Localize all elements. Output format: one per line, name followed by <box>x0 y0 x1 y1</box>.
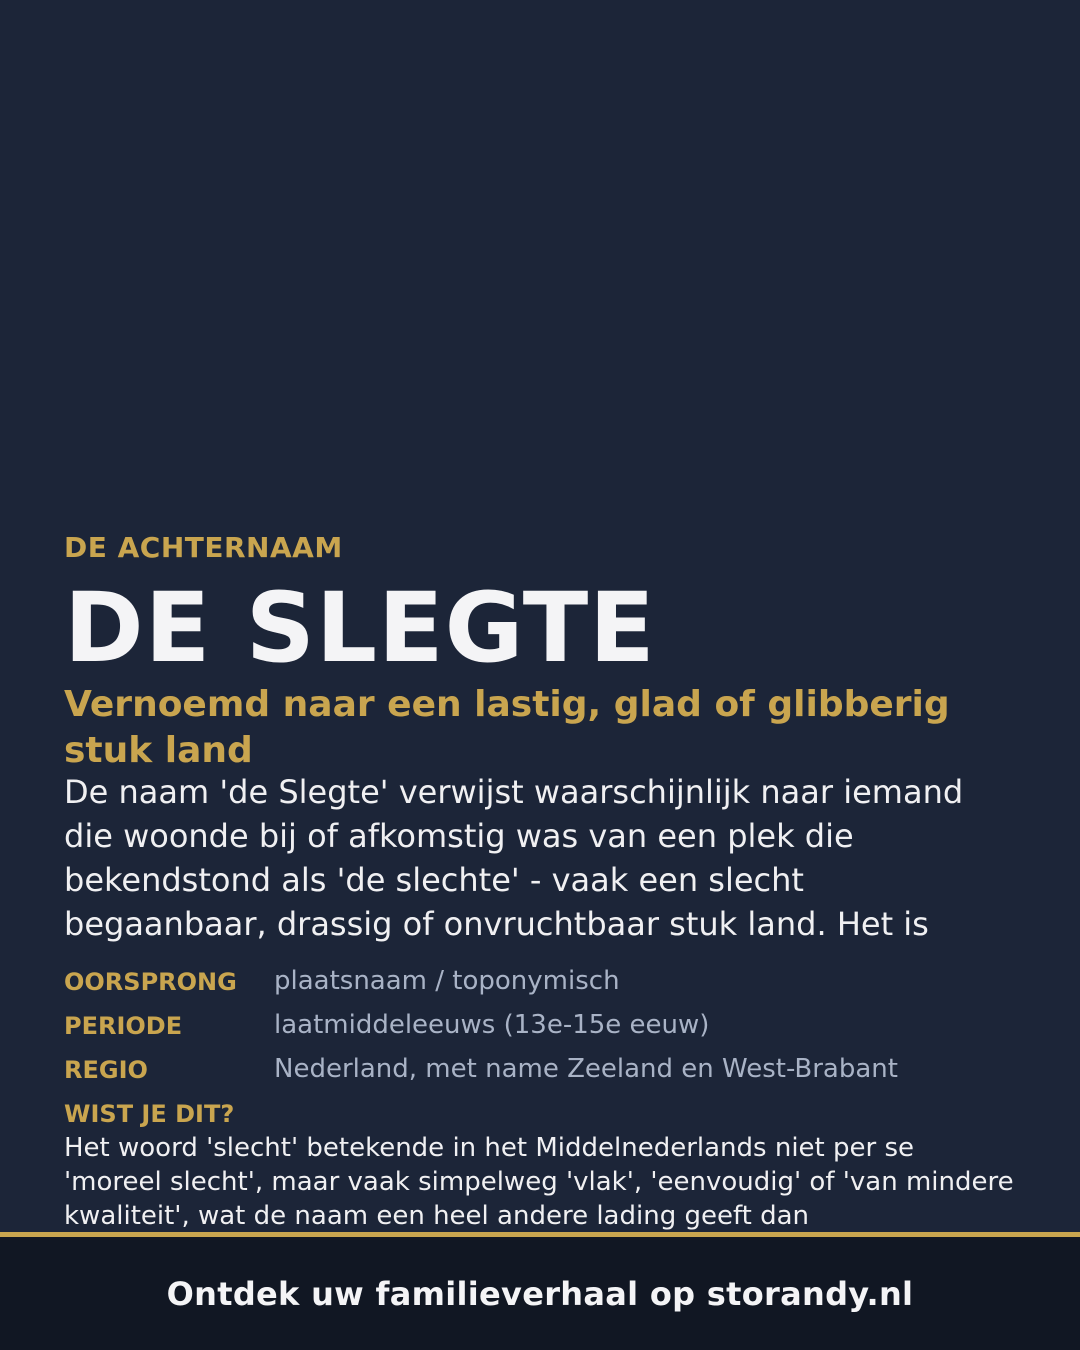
fact-row-origin <box>64 962 1016 1006</box>
fact-label: PERIODE <box>64 1012 183 1040</box>
fact-value: plaatsnaam / toponymisch <box>274 966 620 996</box>
fact-label: REGIO <box>64 1056 148 1084</box>
footer-bar <box>0 1237 1080 1350</box>
fact-value: Nederland, met name Zeeland en West-Brabant <box>274 1054 898 1084</box>
eyebrow-label: DE ACHTERNAAM <box>64 531 343 564</box>
surname-title: DE SLEGTE <box>64 572 656 684</box>
fact-row-region <box>64 1050 1016 1094</box>
fact-label: OORSPRONG <box>64 968 237 996</box>
fact-row-period <box>64 1006 1016 1050</box>
did-you-know-label: WIST JE DIT? <box>64 1100 235 1128</box>
fact-value: laatmiddeleeuws (13e-15e eeuw) <box>274 1010 710 1040</box>
footer-cta[interactable]: Ontdek uw familieverhaal op storandy.nl <box>166 1274 914 1313</box>
surname-tagline: Vernoemd naar een lastig, glad of glibberig stuk land <box>64 684 950 771</box>
facts-list <box>64 962 1016 1094</box>
surname-description: De naam 'de Slegte' verwijst waarschijnlijk naar iemand die woonde bij of afkomstig was van een plek die bekendstond als 'de slechte' - vaak een slecht begaanbaar, drassig of onvruchtbaar stuk land. Het is <box>64 773 964 943</box>
did-you-know-text: Het woord 'slecht' betekende in het Middelnederlands niet per se 'moreel slecht', maar vaak simpelweg 'vlak', 'eenvoudig' of 'van mindere kwaliteit', wat de naam een heel andere lading geeft dan <box>64 1133 1014 1231</box>
